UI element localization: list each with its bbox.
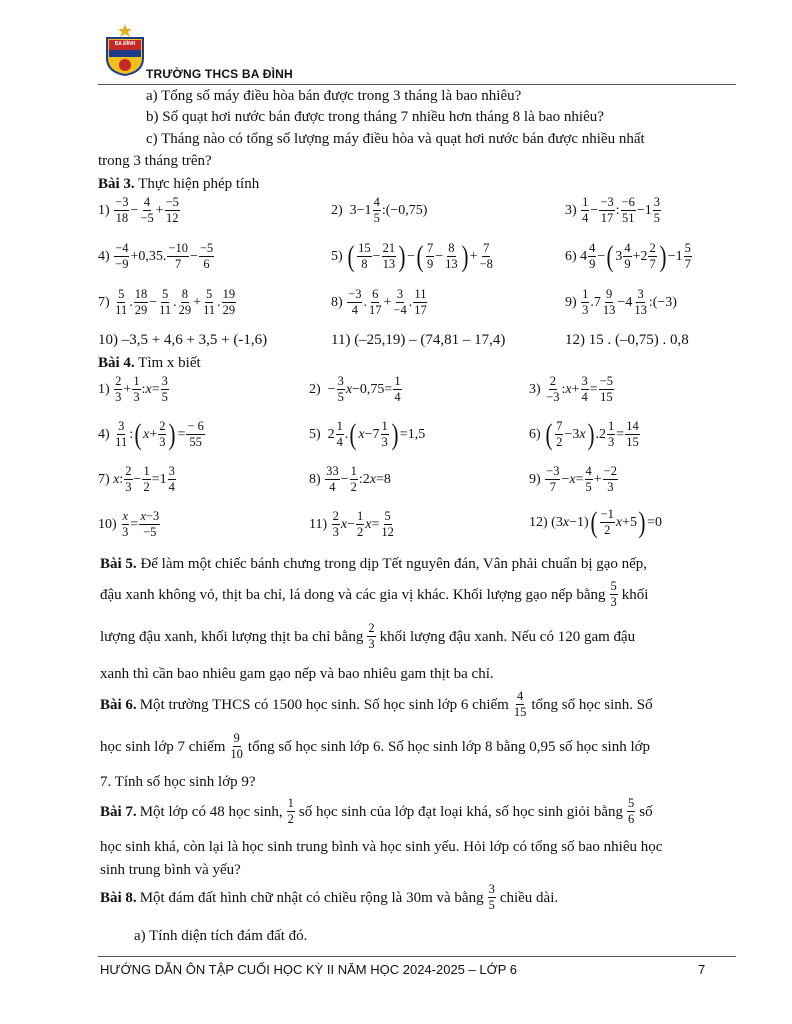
bai4-p7: 7) x : 2 3 − 1 2 =1 3 4 xyxy=(98,464,175,494)
bai3-p8: 8) −3 4 . 6 17 + 3 −4 . 11 17 xyxy=(331,287,427,317)
page-number: 7 xyxy=(698,962,706,977)
bai4-p3: 3) 2 −3 : x + 3 4 = −5 15 xyxy=(529,374,613,404)
bai4-p8: 8) 33 4 − 1 2 :2 x =8 xyxy=(309,464,391,494)
bai7-frac2-num: 5 xyxy=(628,796,635,810)
bai8-label: Bài 8. xyxy=(100,889,137,906)
bai4-heading xyxy=(98,354,201,372)
bai6-frac2-den: 10 xyxy=(230,747,243,761)
bai5-line1 xyxy=(100,555,647,573)
bai7-text1a: Một lớp có 48 học sinh, xyxy=(139,803,283,820)
bai7-text1b: số học sinh của lớp đạt loại khá, số học sinh giỏi bằng xyxy=(298,803,624,820)
bai4-p10: 10) x 3 = x−3 −5 xyxy=(98,509,160,539)
bai4-p12: 12) (3 x −1) ( −1 2 x +5 ) =0 xyxy=(529,505,662,539)
bai6-frac1-num: 4 xyxy=(516,689,524,703)
bai3-p5: 5) ( 15 8 − 21 13 ) − ( 7 9 − 8 13 ) + 7 −8 xyxy=(331,239,493,273)
bai3-p2: 2) 3−1 4 5 :(−0,75) xyxy=(331,195,428,225)
bai7-line2: học sinh khá, còn lại là học sinh trung bình và học sinh yếu. Hỏi lớp có tổng số bao nhiêu học xyxy=(100,839,663,855)
bai3-p12: 12) 15 . (–0,75) . 0,8 xyxy=(565,332,689,348)
bai3-p9: 9) 1 3 .7 9 13 −4 3 13 :(−3) xyxy=(565,287,677,317)
bai4-p4: 4) 3 11 : ( x + 2 3 ) = − 6 55 xyxy=(98,417,204,451)
bai8-line1 xyxy=(100,883,558,912)
bai3-p7: 7) 5 11 . 18 29 − 5 11 . 8 29 + 5 11 . 19 29 xyxy=(98,287,236,317)
bai8-text1b: chiều dài. xyxy=(499,889,559,906)
bai4-p5: 5) 2 1 4 . ( x −7 1 3 ) =1,5 xyxy=(309,417,426,451)
bai4-p2: 2) − 3 5 x −0,75= 1 4 xyxy=(309,374,401,404)
bai7-frac1-num: 1 xyxy=(287,796,294,810)
bai4-p9: 9) −3 7 − x = 4 5 + −2 3 xyxy=(529,464,617,494)
bai5-frac2-num: 2 xyxy=(368,621,375,635)
bai5-line2 xyxy=(100,580,648,609)
footer-divider xyxy=(98,956,736,957)
bai8-question-a: a) Tính diện tích đám đất đó. xyxy=(134,928,308,944)
bai4-p6: 6) ( 7 2 −3 x ) .2 1 3 = 14 15 xyxy=(529,417,639,451)
bai5-text3a: lượng đậu xanh, khối lượng thịt ba chỉ bằng xyxy=(100,628,364,645)
bai7-label: Bài 7. xyxy=(100,803,137,820)
bai5-text3b: khối lượng đậu xanh. Nếu có 120 gam đậu xyxy=(379,628,636,645)
bai7-frac1-den: 2 xyxy=(287,812,294,826)
bai8-frac1-den: 5 xyxy=(488,898,495,912)
bai6-text1b: tổng số học sinh. Số xyxy=(531,696,653,713)
bai3-p11: 11) (–25,19) – (74,81 – 17,4) xyxy=(331,332,506,348)
bai3-p1: 1) −3 18 − 4 −5 + −5 12 xyxy=(98,195,179,225)
bai6-line3: 7. Tính số học sinh lớp 9? xyxy=(100,774,256,790)
bai6-frac1-den: 15 xyxy=(513,705,527,719)
bai6-text2b: tổng số học sinh lớp 6. Số học sinh lớp 8 bằng 0,95 số học sinh lớp xyxy=(247,738,651,755)
bai5-text1: Để làm một chiếc bánh chưng trong dịp Tết nguyên đán, Vân phải chuẩn bị gạo nếp, xyxy=(140,556,648,572)
bai3-p4: 4) −4 −9 +0,35. −10 7 − −5 6 xyxy=(98,241,214,271)
bai4-p1: 1) 2 3 + 1 3 : x = 3 5 xyxy=(98,374,168,404)
bai5-line4: xanh thì cần bao nhiêu gam gạo nếp và bao nhiêu gam thịt ba chỉ. xyxy=(100,666,494,682)
bai3-title: Thực hiện phép tính xyxy=(138,176,260,192)
footer-title: HƯỚNG DẪN ÔN TẬP CUỐI HỌC KỲ II NĂM HỌC 2024-2025 – LỚP 6 xyxy=(100,962,518,977)
bai4-title: Tìm x biết xyxy=(138,355,201,371)
logo-text: BA ĐÌNH xyxy=(114,41,136,47)
bai3-label: Bài 3. xyxy=(98,176,135,192)
bai3-p6: 6) 4 4 9 − ( 3 4 9 +2 2 7 ) −1 5 7 xyxy=(565,239,691,273)
bai7-line3: sinh trung bình và yếu? xyxy=(100,862,241,878)
bai6-line2 xyxy=(100,732,650,761)
bai3-p10: 10) –3,5 + 4,6 + 3,5 + (-1,6) xyxy=(98,332,268,348)
bai5-frac1-num: 5 xyxy=(610,579,617,593)
header-divider xyxy=(98,84,736,85)
bai5-line3 xyxy=(100,622,635,651)
bai4-p11: 11) 2 3 x − 1 2 x = 5 12 xyxy=(309,509,394,539)
bai6-line1 xyxy=(100,690,653,719)
question-c: c) Tháng nào có tổng số lượng máy điều hòa và quạt hơi nước bán được nhiều nhất xyxy=(146,131,645,147)
bai5-text2a: đậu xanh không vỏ, thịt ba chỉ, lá dong và các gia vị khác. Khối lượng gạo nếp bằng xyxy=(100,586,606,603)
bai7-text1c: số xyxy=(639,803,653,820)
bai6-label: Bài 6. xyxy=(100,696,137,713)
question-c-cont: trong 3 tháng trên? xyxy=(98,153,212,169)
school-logo xyxy=(103,22,147,76)
bai8-frac1-num: 3 xyxy=(488,882,495,896)
bai3-p3: 3) 1 4 − −3 17 : −6 51 −1 3 5 xyxy=(565,195,660,225)
school-name: TRƯỜNG THCS BA ĐÌNH xyxy=(146,67,293,81)
bai4-label: Bài 4. xyxy=(98,355,135,371)
bai5-label: Bài 5. xyxy=(100,556,137,572)
bai6-text1a: Một trường THCS có 1500 học sinh. Số học sinh lớp 6 chiếm xyxy=(139,696,509,713)
question-a: a) Tổng số máy điều hòa bán được trong 3 tháng là bao nhiêu? xyxy=(146,88,522,104)
question-b: b) Số quạt hơi nước bán được trong tháng 7 nhiều hơn tháng 8 là bao nhiêu? xyxy=(146,109,604,125)
bai7-frac2-den: 6 xyxy=(628,812,635,826)
bai5-frac2-den: 3 xyxy=(368,637,375,651)
bai3-heading xyxy=(98,175,259,193)
bai5-frac1-den: 3 xyxy=(610,595,617,609)
bai6-text2a: học sinh lớp 7 chiếm xyxy=(100,738,226,755)
bai7-line1 xyxy=(100,797,653,826)
bai6-frac2-num: 9 xyxy=(233,731,240,745)
bai8-text1a: Một đám đất hình chữ nhật có chiều rộng là 30m và bằng xyxy=(139,889,484,906)
bai5-text2b: khối xyxy=(621,586,649,603)
